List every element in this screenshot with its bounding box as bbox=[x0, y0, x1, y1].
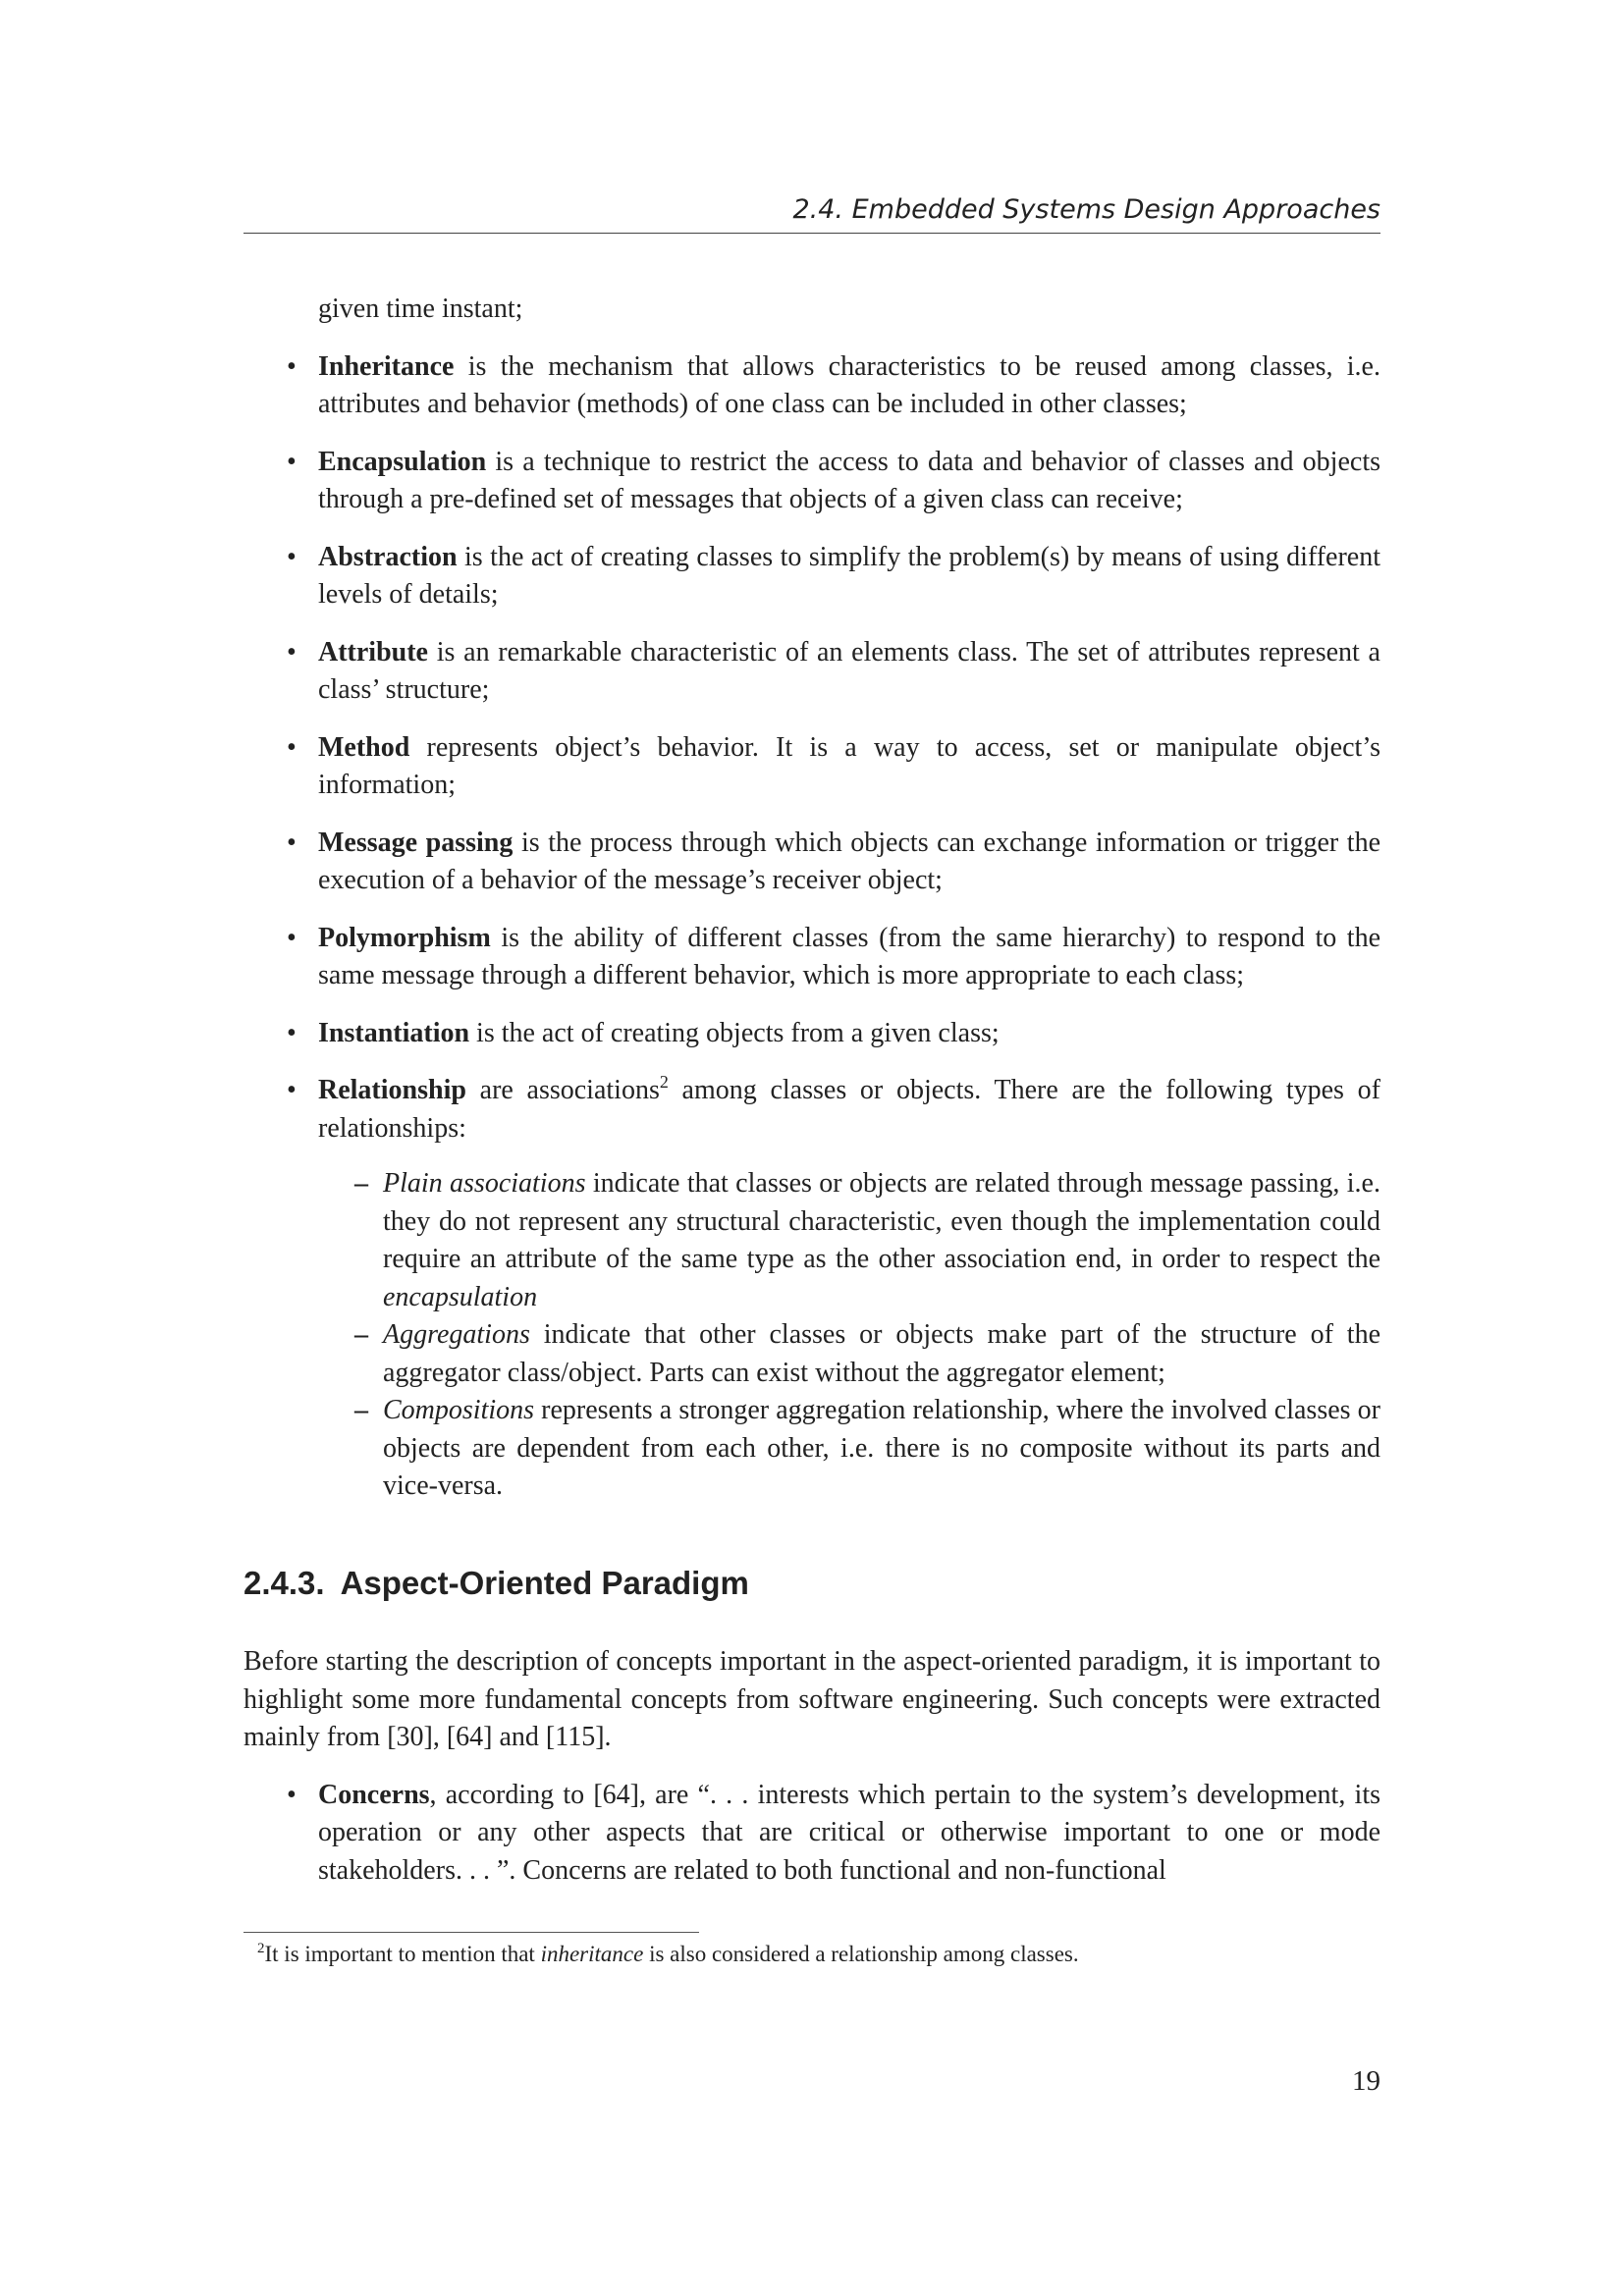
definition: is the process through which objects can exchange information or trigger the execution of a behavior of the message’s receiver object; bbox=[318, 827, 1381, 895]
term: Encapsulation bbox=[318, 446, 487, 477]
sub-definition: represents a stronger aggregation relationship, where the involved classes or objects are dependent from each other, i.e. there is no composite without its parts and vice-versa. bbox=[383, 1395, 1380, 1501]
definition: is a technique to restrict the access to data and behavior of classes and objects through a pre-defined set of messages that objects of a given class can receive; bbox=[318, 446, 1380, 514]
bullet-icon: • bbox=[287, 446, 297, 477]
definition: is an remarkable characteristic of an elements class. The set of attributes represent a class’ structure; bbox=[318, 636, 1380, 705]
list-item-method bbox=[243, 729, 1380, 805]
footnote bbox=[257, 1940, 1377, 1969]
term: Instantiation bbox=[318, 1017, 470, 1048]
definition-list bbox=[243, 348, 1380, 1506]
footnote-italic: inheritance bbox=[540, 1942, 644, 1966]
definition: is the ability of different classes (from the same hierarchy) to respond to the same message through a different behavior, which is more appropriate to each class; bbox=[318, 922, 1380, 990]
list-item-message-passing bbox=[243, 825, 1380, 900]
list-item-polymorphism bbox=[243, 920, 1380, 995]
bullet-icon: • bbox=[287, 1779, 297, 1810]
relationship-types bbox=[318, 1165, 1380, 1506]
section-title: Aspect-Oriented Paradigm bbox=[340, 1564, 749, 1601]
bullet-icon: • bbox=[287, 350, 297, 382]
concepts-list bbox=[243, 1777, 1380, 1891]
footnote-mark[interactable]: 2 bbox=[659, 1072, 669, 1092]
list-item-attribute bbox=[243, 634, 1380, 710]
term: Method bbox=[318, 731, 410, 763]
list-item-instantiation bbox=[243, 1015, 1380, 1053]
term: Abstraction bbox=[318, 541, 458, 572]
section-number: 2.4.3. bbox=[243, 1564, 325, 1601]
definition: are associations bbox=[465, 1075, 660, 1105]
footnote-rule bbox=[243, 1932, 699, 1933]
sub-term: Compositions bbox=[383, 1395, 535, 1425]
bullet-icon: • bbox=[287, 636, 297, 667]
bullet-icon: • bbox=[287, 922, 297, 953]
term: Attribute bbox=[318, 636, 428, 667]
list-item-abstraction bbox=[243, 539, 1380, 614]
definition: represents object’s behavior. It is a way to access, set or manipulate object’s information; bbox=[318, 731, 1380, 800]
bullet-icon: • bbox=[287, 1017, 297, 1048]
list-item-encapsulation bbox=[243, 444, 1380, 519]
list-item-relationship bbox=[243, 1072, 1380, 1506]
dash-icon: – bbox=[354, 1319, 368, 1350]
sub-definition-italic: encapsulation bbox=[383, 1281, 538, 1312]
definition: is the mechanism that allows characteristics to be reused among classes, i.e. attributes and behavior (methods) of one class can be included in other classes; bbox=[318, 350, 1380, 419]
section-paragraph: Before starting the description of concepts important in the aspect-oriented paradigm, it is important to highlight some more fundamental concepts from software engineering. Such concepts were extracted mainly from [30], [64] and [115]. bbox=[243, 1646, 1380, 1752]
bullet-icon: • bbox=[287, 827, 297, 858]
sub-term: Plain associations bbox=[383, 1168, 586, 1199]
term: Concerns bbox=[318, 1779, 430, 1810]
term: Polymorphism bbox=[318, 922, 491, 953]
continuation-line: given time instant; bbox=[318, 294, 523, 324]
section-heading bbox=[243, 1565, 1380, 1603]
running-header bbox=[243, 194, 1380, 234]
sub-definition: indicate that other classes or objects make part of the structure of the aggregator class/object. Parts can exist without the aggregator element; bbox=[383, 1319, 1380, 1388]
page-number: 19 bbox=[1352, 2065, 1380, 2097]
term: Message passing bbox=[318, 827, 514, 858]
sub-item-aggregations bbox=[318, 1316, 1380, 1392]
term: Relationship bbox=[318, 1075, 466, 1105]
bullet-icon: • bbox=[287, 731, 297, 763]
footnote-text: It is important to mention that bbox=[264, 1942, 541, 1966]
definition: is the act of creating classes to simplify the problem(s) by means of using different levels of details; bbox=[318, 541, 1380, 610]
definition: is the act of creating objects from a given class; bbox=[469, 1017, 1000, 1048]
definition-cont: among classes or objects. There are the following types of relationships: bbox=[318, 1075, 1380, 1144]
term: Inheritance bbox=[318, 350, 455, 382]
running-title: 2.4. Embedded Systems Design Approaches bbox=[792, 194, 1380, 225]
dash-icon: – bbox=[354, 1395, 368, 1425]
definition: , according to [64], are “. . . interests which pertain to the system’s development, its operation or any other aspects that are critical or otherwise important to one or mode stakeholders. . . ”. Concerns are related to both functional and non-functional bbox=[318, 1779, 1380, 1886]
list-item-inheritance bbox=[243, 348, 1380, 424]
dash-icon: – bbox=[354, 1168, 368, 1199]
main-text bbox=[243, 291, 1380, 1909]
bullet-icon: • bbox=[287, 541, 297, 572]
footnote-number: 2 bbox=[257, 1941, 265, 1956]
sub-item-plain-associations bbox=[318, 1165, 1380, 1316]
bullet-icon: • bbox=[287, 1075, 297, 1105]
sub-item-compositions bbox=[318, 1392, 1380, 1506]
sub-definition: indicate that classes or objects are related through message passing, i.e. they do not represent any structural characteristic, even though the implementation could require an attribute of the same type as the other association end, in order to respect the bbox=[383, 1168, 1380, 1274]
footnote-text-end: is also considered a relationship among classes. bbox=[643, 1942, 1079, 1966]
list-item-concerns bbox=[243, 1777, 1380, 1891]
sub-term: Aggregations bbox=[383, 1319, 530, 1350]
